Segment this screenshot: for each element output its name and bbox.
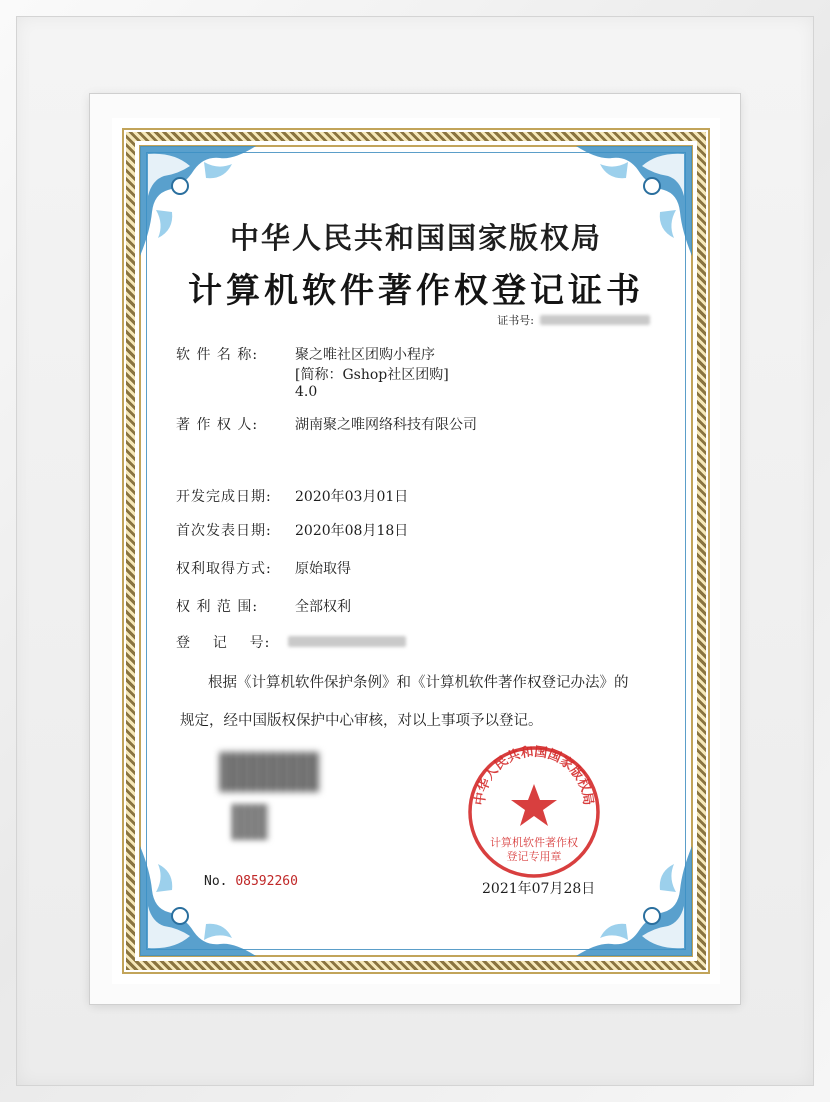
serial-digits: 08592260	[235, 874, 298, 889]
dev-date-label: 开发完成日期:	[176, 489, 272, 505]
pub-date-label: 首次发表日期:	[176, 523, 272, 539]
statement-line-2: 规定，经中国版权保护中心审核，对以上事项予以登记。	[180, 713, 543, 729]
registration-number-label: 登 记 号:	[176, 635, 271, 651]
barcode-redacted	[220, 752, 320, 792]
certificate-number-redacted	[540, 315, 650, 325]
software-version: 4.0	[295, 384, 318, 400]
software-name-value: 聚之唯社区团购小程序	[295, 347, 435, 363]
software-name-label: 软 件 名 称:	[176, 347, 259, 363]
seal-center-line-2: 登记专用章	[506, 850, 562, 863]
seal-center-line-1: 计算机软件著作权	[490, 836, 578, 849]
certificate-number-label: 证书号:	[497, 314, 534, 327]
issuing-authority: 中华人民共和国国家版权局	[229, 221, 602, 255]
owner-label: 著 作 权 人:	[176, 417, 259, 433]
official-seal-icon	[464, 742, 604, 882]
certificate-number	[497, 312, 650, 328]
acquire-method-label: 权利取得方式:	[176, 561, 272, 577]
dev-date-value: 2020年03月01日	[295, 489, 409, 505]
rights-scope-label: 权 利 范 围:	[176, 599, 259, 615]
acquire-method-value: 原始取得	[295, 561, 351, 577]
certificate-title: 计算机软件著作权登记证书	[188, 271, 644, 311]
qr-code-redacted	[232, 804, 268, 840]
corner-ornament-bottom-left-icon	[134, 834, 262, 962]
pub-date-value: 2020年08月18日	[295, 523, 409, 539]
serial-prefix: No.	[204, 874, 228, 889]
statement-line-1: 根据《计算机软件保护条例》和《计算机软件著作权登记办法》的	[208, 675, 629, 691]
registration-number-redacted	[288, 636, 406, 647]
seal-ring-text: 中华人民共和国国家版权局	[472, 744, 596, 807]
rights-scope-value: 全部权利	[295, 599, 351, 615]
certificate-paper	[112, 118, 720, 984]
owner-value: 湖南聚之唯网络科技有限公司	[295, 417, 477, 433]
serial-number	[204, 874, 298, 889]
software-short-name: [简称：Gshop社区团购]	[295, 367, 449, 383]
issue-date: 2021年07月28日	[482, 881, 596, 897]
